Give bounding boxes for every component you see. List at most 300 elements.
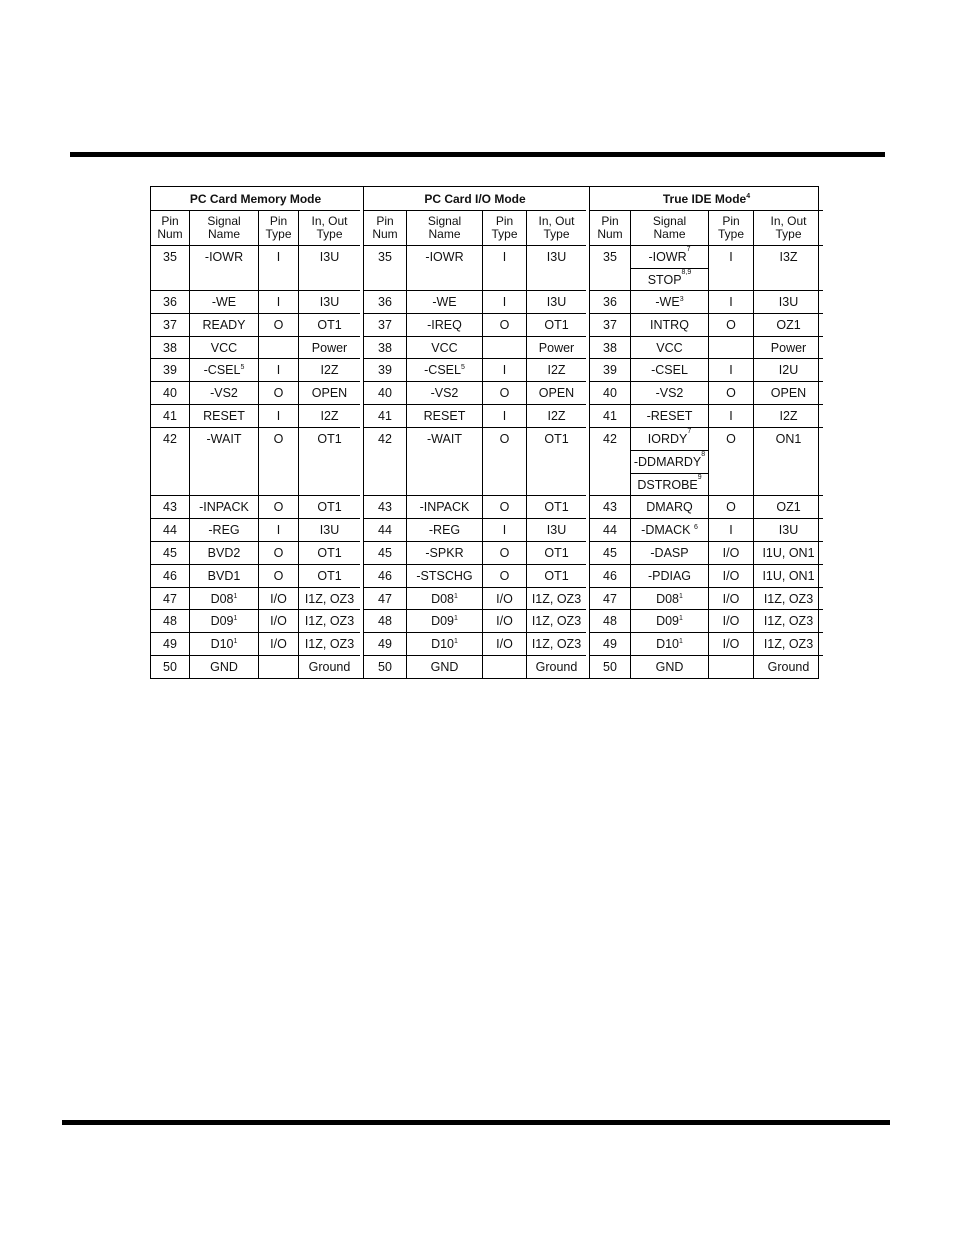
table-row — [364, 588, 586, 610]
signal-text: BVD2 — [207, 546, 241, 560]
signal-text: D08 — [210, 592, 234, 606]
signal-text: -INPACK — [419, 500, 470, 514]
column-headers — [590, 211, 823, 246]
pin-number: 48 — [163, 614, 177, 628]
pin-type: I — [258, 405, 298, 427]
signal-text: -VS2 — [210, 386, 238, 400]
table-row — [151, 633, 360, 656]
signal-name — [189, 565, 258, 587]
pin-type: I — [258, 519, 298, 541]
in-out-type: Power — [753, 337, 823, 358]
signal-name — [630, 656, 708, 678]
pin-type: I/O — [258, 633, 298, 655]
table-row — [151, 496, 360, 519]
signal-text: GND — [210, 660, 238, 674]
pin-number: 47 — [378, 592, 392, 606]
signal-name — [630, 542, 708, 564]
signal-text: GND — [655, 660, 684, 674]
signal-name — [406, 291, 482, 313]
signal-name — [630, 588, 708, 609]
pin-type: O — [258, 382, 298, 404]
table-row — [590, 382, 823, 405]
in-out-type: I1Z, OZ3 — [753, 588, 823, 609]
table-row — [364, 633, 586, 656]
signal-name — [630, 314, 708, 336]
in-out-type: OT1 — [298, 565, 360, 587]
signal-text: -PDIAG — [647, 569, 692, 583]
in-out-type: OT1 — [526, 496, 586, 518]
signal-alt-name: -IOWR 7 — [648, 246, 691, 264]
pin-type: O — [482, 382, 526, 404]
column-header: Pin Type — [708, 211, 753, 245]
pin-assignment-table — [150, 186, 819, 679]
signal-text: -RESET — [646, 409, 693, 423]
pin-number: 36 — [163, 295, 177, 309]
signal-name — [406, 428, 482, 495]
table-row — [151, 519, 360, 542]
column-headers — [364, 211, 586, 246]
in-out-type: I1Z, OZ3 — [753, 633, 823, 655]
table-row — [151, 382, 360, 405]
in-out-type: I3U — [298, 519, 360, 541]
signal-name — [189, 246, 258, 290]
in-out-type: I1U, ON1 — [753, 565, 823, 587]
pin-type: O — [708, 428, 753, 495]
pin-number: 45 — [603, 546, 617, 560]
table-row — [590, 519, 823, 542]
table-row — [151, 314, 360, 337]
signal-text: -IOWR — [425, 250, 464, 264]
pin-type: I — [258, 291, 298, 313]
signal-footnote: 6 — [693, 524, 698, 531]
signal-name — [406, 337, 482, 358]
signal-text: -WAIT — [206, 432, 242, 446]
table-row — [590, 337, 823, 359]
signal-text: -CSEL — [424, 363, 461, 377]
pin-number: 42 — [603, 432, 617, 446]
pin-number: 40 — [163, 386, 177, 400]
mode-title-ide — [590, 187, 823, 211]
pin-type: I — [258, 246, 298, 290]
signal-name — [189, 428, 258, 495]
signal-name — [189, 337, 258, 358]
pin-number: 42 — [163, 432, 177, 446]
signal-name — [189, 542, 258, 564]
signal-text: INTRQ — [650, 318, 689, 332]
signal-text: D10 — [656, 637, 680, 651]
signal-name — [406, 656, 482, 678]
pin-number: 37 — [603, 318, 617, 332]
mode-title-text: PC Card Memory Mode — [189, 192, 322, 206]
pin-type: O — [258, 496, 298, 518]
pin-number: 47 — [163, 592, 177, 606]
in-out-type: I3Z — [753, 246, 823, 290]
signal-text: STOP — [647, 273, 682, 287]
in-out-type: I1Z, OZ3 — [298, 610, 360, 632]
pin-number: 37 — [378, 318, 392, 332]
signal-footnote: 1 — [454, 638, 458, 645]
pin-number: 48 — [603, 614, 617, 628]
column-header: In, Out Type — [526, 211, 586, 245]
pin-type: O — [708, 496, 753, 518]
pin-type: I — [708, 519, 753, 541]
signal-text: -CSEL — [203, 363, 241, 377]
bottom-rule — [62, 1120, 890, 1125]
in-out-type: OT1 — [298, 314, 360, 336]
signal-footnote: 1 — [679, 638, 683, 645]
pin-type: I — [258, 359, 298, 381]
table-row — [151, 656, 360, 678]
column-header: Pin Num — [372, 214, 398, 241]
signal-alt-name: STOP 8,9 — [631, 268, 708, 290]
table-row — [590, 633, 823, 656]
signal-text: DMARQ — [646, 500, 693, 514]
in-out-type: OT1 — [526, 314, 586, 336]
signal-name — [406, 610, 482, 632]
pin-number: 35 — [603, 250, 617, 264]
pin-type: I/O — [708, 610, 753, 632]
in-out-type: I2U — [753, 359, 823, 381]
signal-name — [406, 314, 482, 336]
table-row — [590, 542, 823, 565]
column-header: In, Out Type — [298, 211, 360, 245]
pin-type: I — [708, 246, 753, 290]
pin-number: 41 — [603, 409, 617, 423]
table-row — [590, 610, 823, 633]
table-row — [364, 359, 586, 382]
table-row — [364, 610, 586, 633]
in-out-type: I3U — [526, 519, 586, 541]
pin-type: O — [258, 428, 298, 495]
table-row — [590, 246, 823, 291]
signal-name — [630, 519, 708, 541]
table-row — [590, 496, 823, 519]
in-out-type: I1Z, OZ3 — [298, 588, 360, 609]
pin-type: I/O — [482, 588, 526, 609]
signal-alt-name: DSTROBE 9 — [631, 473, 708, 495]
pin-number: 39 — [378, 363, 392, 377]
signal-name — [406, 588, 482, 609]
signal-text: VCC — [210, 341, 238, 355]
signal-text: -DASP — [650, 546, 689, 560]
pin-number: 39 — [603, 363, 617, 377]
column-header: In, Out Type — [753, 211, 823, 245]
pin-number: 38 — [163, 341, 177, 355]
column-header: Pin Num — [157, 214, 183, 241]
pin-type — [258, 337, 298, 358]
pin-number: 44 — [163, 523, 177, 537]
pin-number: 50 — [163, 660, 177, 674]
mode-title-memory — [151, 187, 360, 211]
pin-number: 49 — [378, 637, 392, 651]
in-out-type: OT1 — [526, 565, 586, 587]
in-out-type: I3U — [298, 246, 360, 290]
pin-number: 42 — [378, 432, 392, 446]
signal-footnote: 1 — [454, 615, 458, 622]
pin-type: O — [482, 314, 526, 336]
pin-number: 38 — [603, 341, 617, 355]
in-out-type: OZ1 — [753, 314, 823, 336]
signal-footnote: 1 — [679, 593, 683, 600]
signal-text: -WAIT — [427, 432, 462, 446]
table-row — [590, 428, 823, 496]
signal-name — [406, 565, 482, 587]
table-row — [364, 405, 586, 428]
pin-number: 41 — [378, 409, 392, 423]
in-out-type: I1Z, OZ3 — [526, 633, 586, 655]
signal-name — [630, 337, 708, 358]
pin-number: 43 — [163, 500, 177, 514]
signal-footnote: 1 — [233, 638, 238, 645]
signal-footnote: 1 — [233, 593, 238, 600]
table-row — [151, 359, 360, 382]
in-out-type: I2Z — [298, 405, 360, 427]
signal-text: -IREQ — [427, 318, 462, 332]
signal-text: -VS2 — [430, 386, 459, 400]
signal-name — [189, 656, 258, 678]
pin-number: 40 — [378, 386, 392, 400]
signal-name — [630, 246, 708, 290]
in-out-type: I2Z — [526, 359, 586, 381]
in-out-type: I2Z — [753, 405, 823, 427]
table-row — [364, 542, 586, 565]
in-out-type: ON1 — [753, 428, 823, 495]
pin-number: 46 — [163, 569, 177, 583]
signal-text: READY — [202, 318, 246, 332]
signal-text: D10 — [210, 637, 234, 651]
pin-number: 45 — [163, 546, 177, 560]
signal-text: D09 — [210, 614, 234, 628]
pin-number: 36 — [603, 295, 617, 309]
signal-text: D08 — [656, 592, 680, 606]
in-out-type: OT1 — [526, 542, 586, 564]
signal-name — [630, 405, 708, 427]
in-out-type: OT1 — [298, 428, 360, 495]
column-header: Signal Name — [189, 211, 258, 245]
pin-number: 46 — [603, 569, 617, 583]
in-out-type: I2Z — [298, 359, 360, 381]
signal-text: -IOWR — [204, 250, 244, 264]
in-out-type: OT1 — [298, 542, 360, 564]
table-row — [590, 588, 823, 610]
mode-title-io — [364, 187, 586, 211]
pin-type: I/O — [708, 542, 753, 564]
pin-type: I/O — [482, 610, 526, 632]
pin-type: O — [258, 314, 298, 336]
in-out-type: OPEN — [298, 382, 360, 404]
signal-text: DSTROBE — [637, 478, 698, 492]
pin-type: O — [708, 314, 753, 336]
pin-number: 37 — [163, 318, 177, 332]
signal-name — [189, 359, 258, 381]
signal-name — [630, 382, 708, 404]
table-row — [364, 291, 586, 314]
mode-block-memory — [151, 187, 360, 678]
table-row — [151, 291, 360, 314]
signal-name — [189, 291, 258, 313]
table-body — [151, 246, 360, 678]
in-out-type: I1Z, OZ3 — [526, 610, 586, 632]
in-out-type: Power — [526, 337, 586, 358]
signal-name — [189, 382, 258, 404]
pin-type: I — [708, 359, 753, 381]
in-out-type: Ground — [298, 656, 360, 678]
table-row — [151, 405, 360, 428]
pin-type: I — [708, 291, 753, 313]
signal-name — [630, 610, 708, 632]
signal-footnote: 5 — [460, 364, 465, 371]
signal-name — [189, 496, 258, 518]
pin-type: I — [482, 359, 526, 381]
signal-name — [189, 588, 258, 609]
signal-name — [630, 496, 708, 518]
pin-number: 47 — [603, 592, 617, 606]
mode-title-text: True IDE Mode — [662, 192, 747, 206]
pin-type: O — [708, 382, 753, 404]
signal-name — [630, 565, 708, 587]
table-row — [364, 519, 586, 542]
signal-text: -WE — [211, 295, 237, 309]
pin-number: 35 — [378, 250, 392, 264]
in-out-type: I1Z, OZ3 — [526, 588, 586, 609]
signal-name — [189, 610, 258, 632]
signal-text: D09 — [656, 614, 680, 628]
pin-number: 41 — [163, 409, 177, 423]
pin-type: I — [482, 519, 526, 541]
top-rule — [70, 152, 885, 157]
signal-footnote: 1 — [454, 593, 458, 600]
table-row — [151, 565, 360, 588]
table-row — [364, 382, 586, 405]
pin-type — [482, 337, 526, 358]
in-out-type: OPEN — [526, 382, 586, 404]
pin-number: 43 — [378, 500, 392, 514]
column-header: Pin Num — [597, 214, 623, 241]
pin-number: 43 — [603, 500, 617, 514]
table-row — [364, 496, 586, 519]
mode-title-text: PC Card I/O Mode — [424, 192, 526, 206]
signal-text: BVD1 — [207, 569, 241, 583]
signal-name — [406, 496, 482, 518]
pin-type: O — [482, 496, 526, 518]
pin-number: 44 — [603, 523, 617, 537]
in-out-type: Ground — [526, 656, 586, 678]
mode-block-io — [363, 187, 586, 678]
signal-text: -WE — [655, 295, 680, 309]
pin-number: 36 — [378, 295, 392, 309]
in-out-type: OZ1 — [753, 496, 823, 518]
table-row — [590, 359, 823, 382]
signal-footnote: 5 — [240, 364, 245, 371]
in-out-type: Ground — [753, 656, 823, 678]
column-header: Pin Type — [482, 211, 526, 245]
table-row — [151, 542, 360, 565]
column-header: Pin Type — [258, 211, 298, 245]
signal-text: GND — [430, 660, 459, 674]
signal-footnote: 1 — [233, 615, 238, 622]
in-out-type: I2Z — [526, 405, 586, 427]
signal-text: VCC — [656, 341, 683, 355]
pin-type: O — [482, 542, 526, 564]
pin-type: I — [708, 405, 753, 427]
signal-text: -REG — [428, 523, 461, 537]
table-row — [590, 314, 823, 337]
pin-number: 49 — [603, 637, 617, 651]
signal-text: -WE — [432, 295, 457, 309]
in-out-type: I3U — [526, 246, 586, 290]
in-out-type: OT1 — [526, 428, 586, 495]
signal-name — [630, 428, 708, 495]
pin-number: 45 — [378, 546, 392, 560]
in-out-type: I3U — [753, 291, 823, 313]
pin-type: I — [482, 405, 526, 427]
pin-number: 48 — [378, 614, 392, 628]
pin-type — [482, 656, 526, 678]
signal-name — [406, 633, 482, 655]
pin-type: O — [258, 565, 298, 587]
signal-name — [630, 291, 708, 313]
signal-text: RESET — [203, 409, 245, 423]
table-row — [590, 405, 823, 428]
signal-text: -CSEL — [651, 363, 688, 377]
signal-text: IORDY — [647, 432, 688, 446]
signal-footnote: 3 — [679, 296, 684, 303]
signal-text: -VS2 — [655, 386, 684, 400]
pin-type — [708, 337, 753, 358]
pin-number: 49 — [163, 637, 177, 651]
column-header: Signal Name — [630, 211, 708, 245]
signal-text: -INPACK — [199, 500, 249, 514]
mode-block-ide — [589, 187, 823, 678]
in-out-type: OPEN — [753, 382, 823, 404]
pin-type: O — [482, 565, 526, 587]
pin-type: O — [482, 428, 526, 495]
pin-number: 38 — [378, 341, 392, 355]
signal-name — [406, 405, 482, 427]
in-out-type: I1Z, OZ3 — [298, 633, 360, 655]
pin-type: I — [482, 246, 526, 290]
table-row — [151, 588, 360, 610]
signal-name — [189, 633, 258, 655]
in-out-type: OT1 — [298, 496, 360, 518]
signal-name — [189, 519, 258, 541]
signal-alt-name: -DDMARDY 8 — [631, 450, 708, 473]
signal-text: RESET — [423, 409, 466, 423]
signal-name — [189, 405, 258, 427]
pin-number: 44 — [378, 523, 392, 537]
column-header: Signal Name — [406, 211, 482, 245]
signal-name — [630, 359, 708, 381]
signal-text: D10 — [431, 637, 455, 651]
in-out-type: I3U — [298, 291, 360, 313]
pin-type: I/O — [708, 588, 753, 609]
pin-type: I/O — [708, 565, 753, 587]
pin-type: I/O — [482, 633, 526, 655]
signal-name — [406, 382, 482, 404]
pin-type: I/O — [258, 610, 298, 632]
pin-number: 46 — [378, 569, 392, 583]
pin-number: 50 — [603, 660, 617, 674]
in-out-type: I1U, ON1 — [753, 542, 823, 564]
column-headers — [151, 211, 360, 246]
table-row — [364, 428, 586, 496]
pin-type: I/O — [258, 588, 298, 609]
in-out-type: I1Z, OZ3 — [753, 610, 823, 632]
table-row — [364, 246, 586, 291]
signal-text: -DDMARDY — [633, 455, 702, 469]
in-out-type: I3U — [526, 291, 586, 313]
table-row — [364, 565, 586, 588]
